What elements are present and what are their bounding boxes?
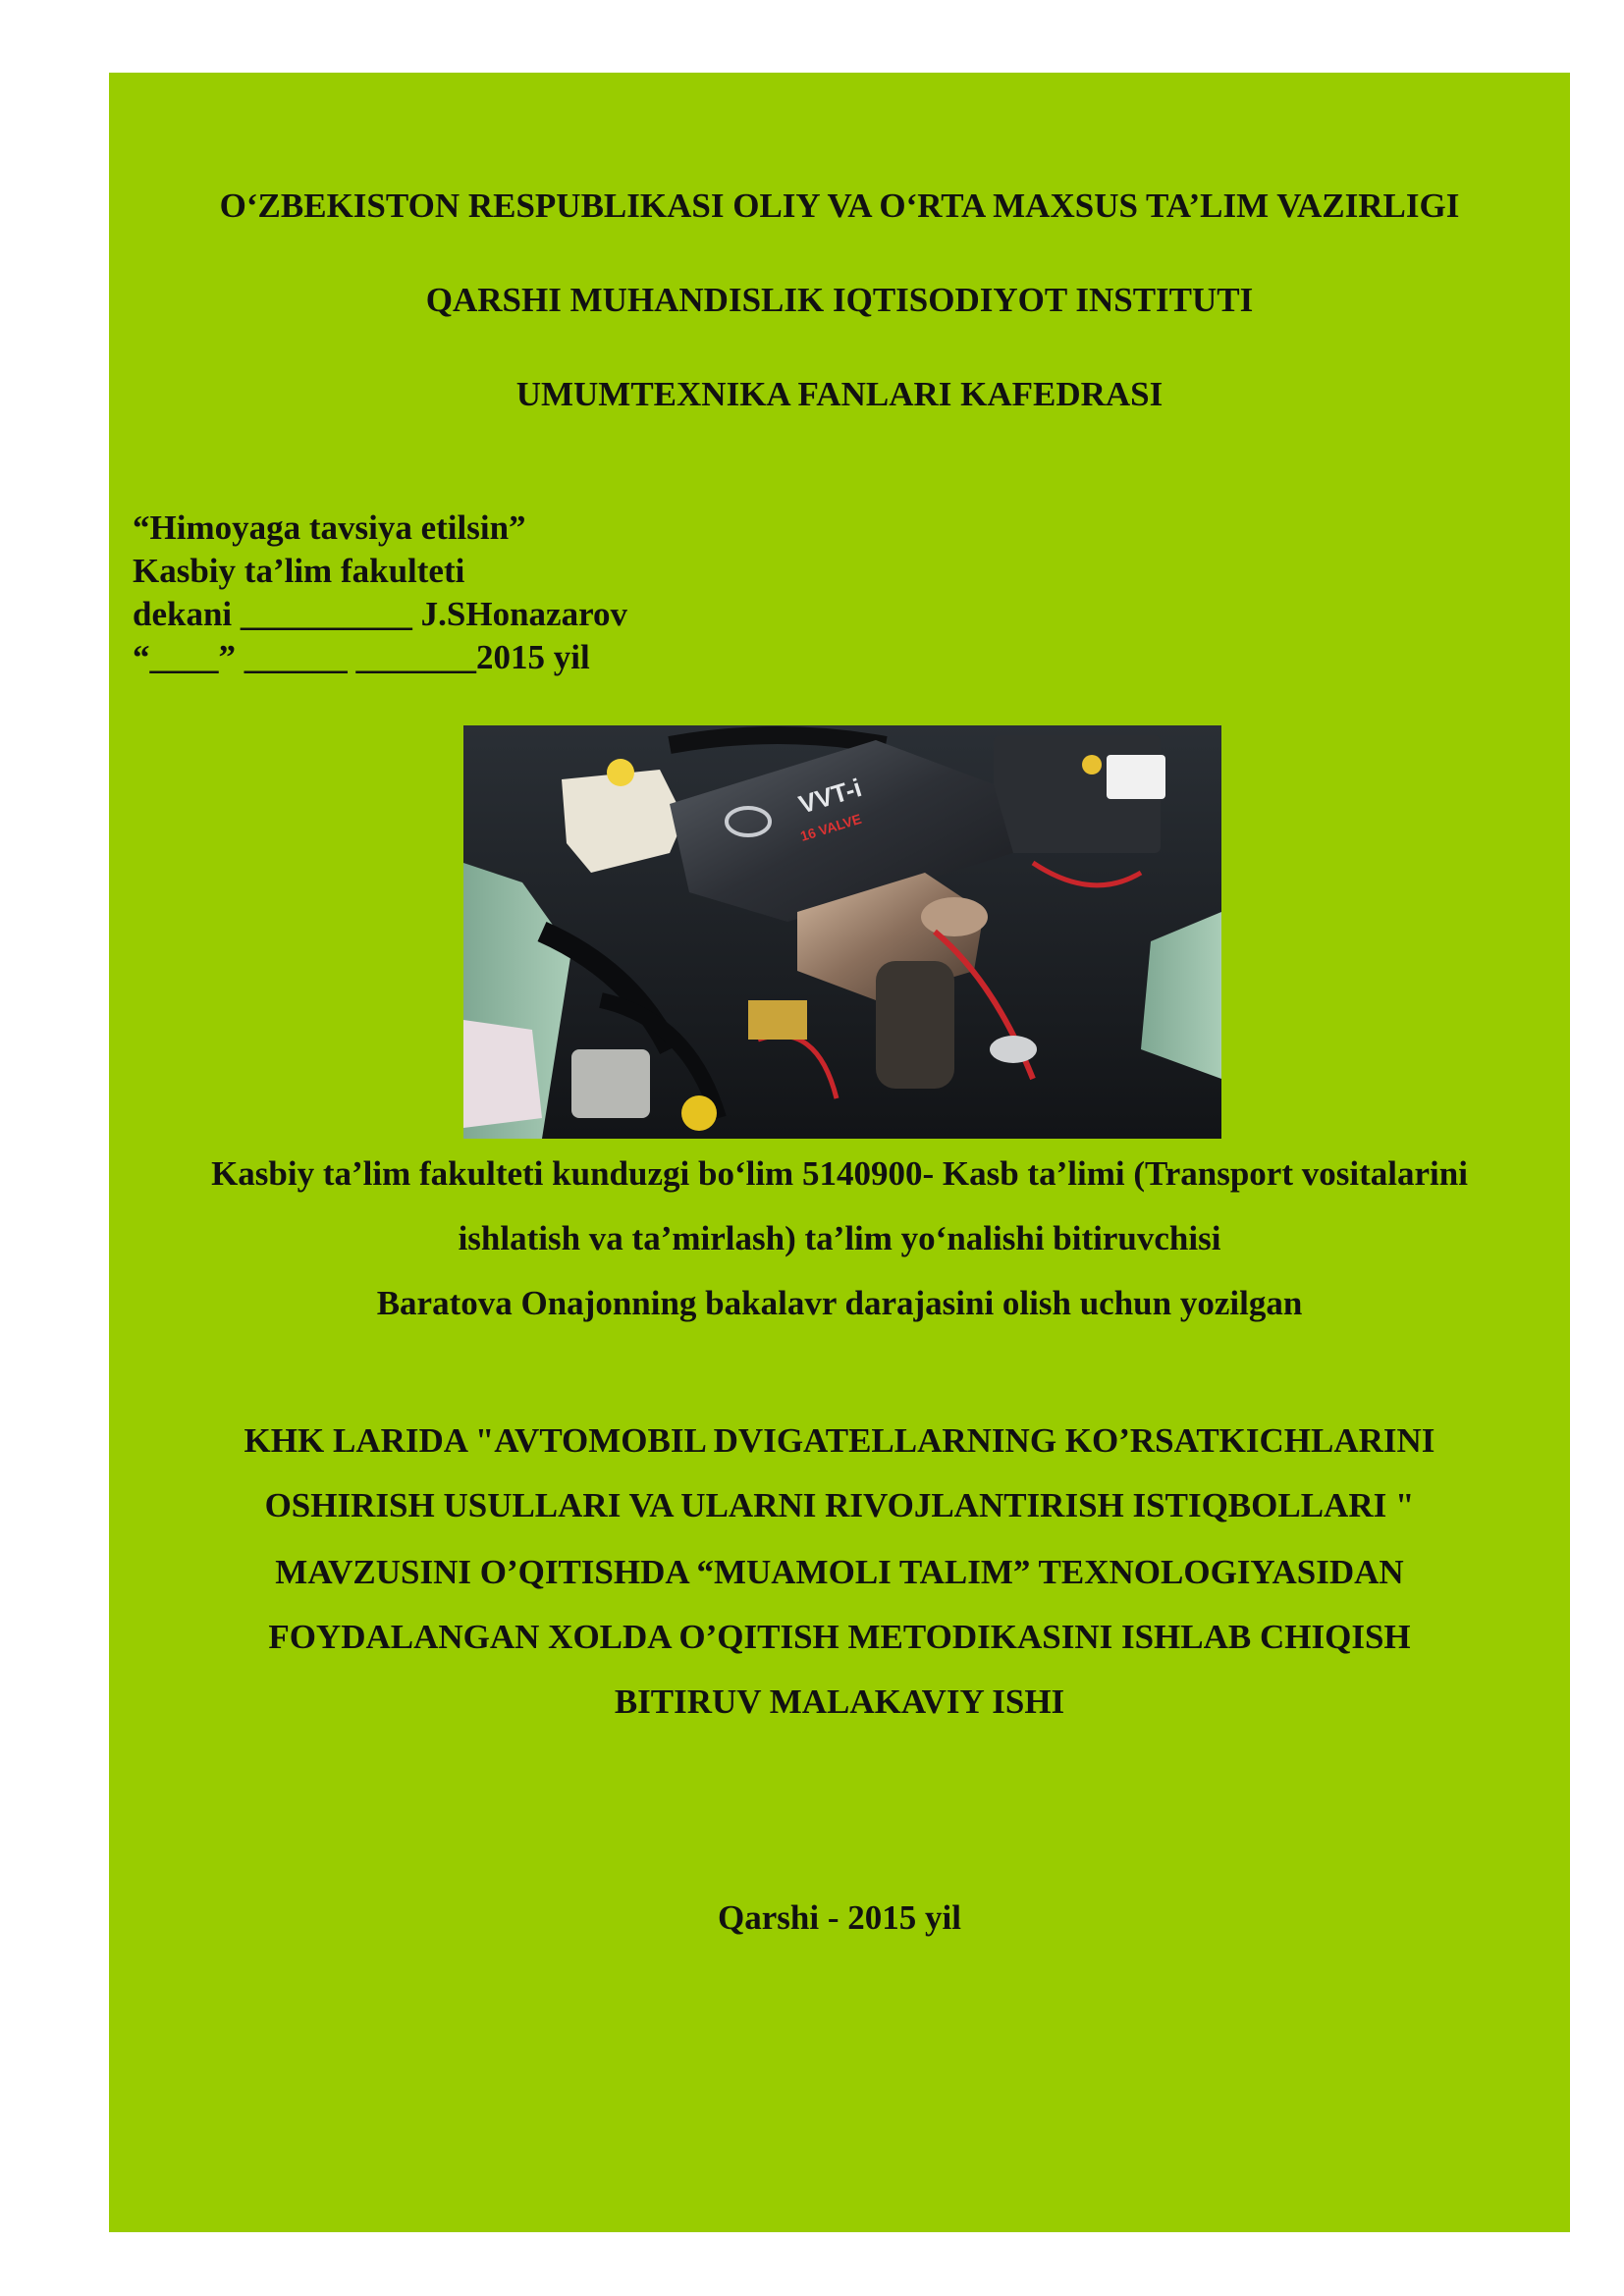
thesis-title-line-4: FOYDALANGAN XOLDA O’QITISH METODIKASINI ISHLAB CHIQISH: [268, 1618, 1411, 1656]
thesis-title-line-3: MAVZUSINI O’QITISHDA “MUAMOLI TALIM” TEXNOLOGIYASIDAN: [275, 1553, 1404, 1591]
approval-line-date: “____” ______ _______2015 yil: [133, 638, 590, 676]
thesis-title-line-5: BITIRUV MALAKAVIY ISHI: [614, 1682, 1065, 1721]
approval-line-faculty: Kasbiy ta’lim fakulteti: [133, 552, 465, 590]
institute-heading: QARSHI MUHANDISLIK IQTISODIYOT INSTITUTI: [425, 281, 1254, 319]
approval-block: [133, 507, 627, 679]
ministry-heading: O‘ZBEKISTON RESPUBLIKASI OLIY VA O‘RTA MAXSUS TA’LIM VAZIRLIGI: [219, 187, 1460, 225]
valve-label: 16 VALVE: [798, 810, 864, 844]
description-line-3: Baratova Onajonning bakalavr darajasini olish uchun yozilgan: [376, 1284, 1303, 1322]
engine-photo: [463, 725, 1221, 1139]
approval-line-recommend: “Himoyaga tavsiya etilsin”: [133, 508, 526, 547]
approval-line-dean: dekani __________ J.SHonazarov: [133, 595, 627, 633]
department-heading: UMUMTEXNIKA FANLARI KAFEDRASI: [515, 375, 1164, 413]
thesis-title-line-1: KHK LARIDA "AVTOMOBIL DVIGATELLARNING KO’RSATKICHLARINI: [244, 1421, 1435, 1460]
place-year: Qarshi - 2015 yil: [718, 1898, 961, 1937]
thesis-title-line-2: OSHIRISH USULLARI VA ULARNI RIVOJLANTIRISH ISTIQBOLLARI ": [264, 1486, 1415, 1524]
description-line-1: Kasbiy ta’lim fakulteti kunduzgi bo‘lim 5140900- Kasb ta’limi (Transport vositalarini: [211, 1154, 1468, 1193]
engine-label: VVT-i: [794, 773, 865, 820]
description-line-2: ishlatish va ta’mirlash) ta’lim yo‘nalishi bitiruvchisi: [458, 1219, 1221, 1257]
title-page: [109, 73, 1570, 2232]
